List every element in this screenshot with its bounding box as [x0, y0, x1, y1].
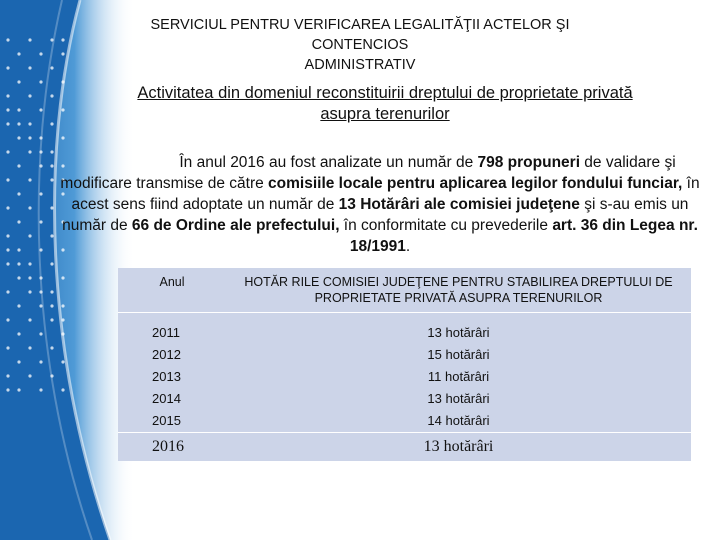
para-text: de validare şi modificare transmise de către: [60, 154, 676, 192]
cell-decisions: 11 hotărâri: [427, 369, 490, 384]
header-line-1: SERVICIUL PENTRU VERIFICAREA LEGALITĂŢII ACTELOR ŞI CONTENCIOS: [150, 17, 570, 53]
cell-year: 2013: [152, 369, 181, 384]
table-row: [118, 344, 691, 366]
section-title-line-1: Activitatea din domeniul reconstituirii dreptului de proprietate privată: [137, 84, 633, 102]
column-header-decisions: HOTĂR RILE COMISIEI JUDEŢENE PENTRU STABILIREA DREPTULUI DE PROPRIETATE PRIVATĂ ASUPRA TERENURILOR: [226, 268, 691, 313]
section-title-line-2: asupra terenurilor: [320, 105, 450, 123]
cell-year: 2016: [118, 433, 226, 462]
column-header-year: Anul: [118, 268, 226, 313]
cell-decisions: 15 hotărâri: [427, 347, 490, 362]
para-text: .: [405, 238, 411, 255]
header-title: [130, 15, 590, 75]
table-header-row: [118, 268, 691, 313]
table-row: [118, 388, 691, 410]
cell-year: 2011: [152, 325, 180, 340]
table-row: [118, 433, 691, 462]
para-text: în acest sens fiind adoptate un număr de: [71, 175, 700, 213]
para-bold: comisiile locale pentru aplicarea legilor fondului funciar,: [268, 175, 683, 192]
para-bold: art. 36 din Legea nr. 18/1991: [349, 217, 698, 255]
decisions-table: [118, 268, 691, 461]
header-line-2: ADMINISTRATIV: [304, 57, 416, 73]
cell-year: 2014: [152, 391, 181, 406]
cell-year: 2015: [152, 413, 181, 428]
cell-decisions: 13 hotărâri: [427, 391, 490, 406]
table-row: [118, 410, 691, 433]
para-bold: 66 de Ordine ale prefectului,: [131, 217, 340, 234]
cell-decisions: 13 hotărâri: [226, 433, 691, 462]
para-bold: 798 propuneri: [477, 154, 580, 171]
para-text: în conformitate cu prevederile: [339, 217, 553, 234]
para-text: În anul 2016 au fost analizate un număr de: [179, 154, 478, 171]
para-text: şi s-au emis un număr de: [62, 196, 689, 234]
table-row: [118, 313, 691, 345]
cell-year: 2012: [152, 347, 181, 362]
summary-paragraph: [60, 152, 700, 257]
table-row: [118, 366, 691, 388]
para-bold: 13 Hotărâri ale comisiei judeţene: [338, 196, 580, 213]
section-title: [75, 83, 695, 125]
cell-decisions: 13 hotărâri: [427, 325, 490, 340]
cell-decisions: 14 hotărâri: [427, 413, 490, 428]
